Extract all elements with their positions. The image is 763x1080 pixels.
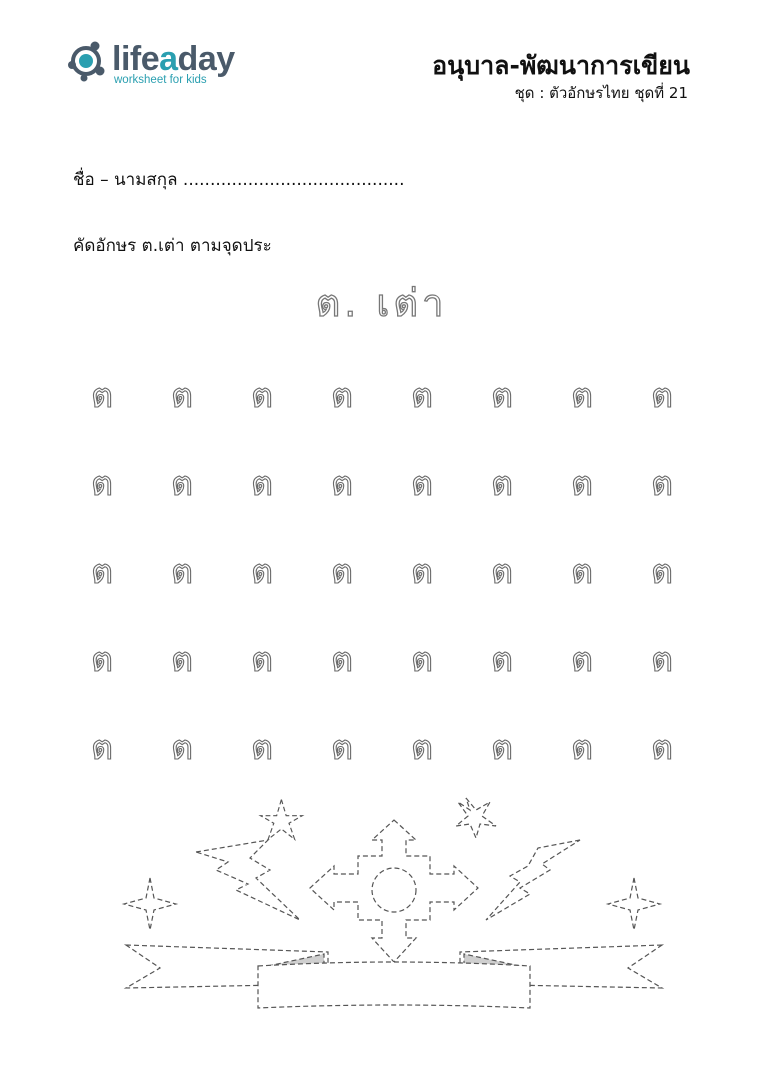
logo-tagline: worksheet for kids — [114, 74, 207, 86]
trace-letter: ต — [90, 376, 114, 416]
logo-molecule-icon — [64, 38, 110, 84]
trace-row — [62, 629, 702, 717]
trace-letter: ต — [650, 552, 674, 592]
trace-letter: ต — [330, 728, 354, 768]
trace-letter: ต — [490, 728, 514, 768]
sparkle-icon — [608, 878, 660, 930]
trace-letter: ต — [170, 464, 194, 504]
trace-row — [62, 541, 702, 629]
trace-letter: ต — [650, 376, 674, 416]
page-title: อนุบาล-พัฒนาการเขียน — [432, 51, 690, 80]
trace-letter: ต — [170, 640, 194, 680]
lightning-icon — [196, 840, 300, 920]
trace-letter: ต — [90, 552, 114, 592]
sparkle-icon — [124, 878, 176, 930]
trace-letter: ต — [650, 640, 674, 680]
trace-row — [62, 365, 702, 453]
trace-letter: ต — [330, 640, 354, 680]
trace-row — [62, 453, 702, 541]
trace-letter: ต — [250, 376, 274, 416]
instruction-text: คัดอักษร ต.เต่า ตามจุดประ — [73, 236, 272, 256]
star-icon — [261, 800, 303, 840]
trace-letter: ต — [410, 640, 434, 680]
trace-letter: ต — [410, 728, 434, 768]
trace-letter: ต — [250, 552, 274, 592]
trace-letter: ต — [170, 552, 194, 592]
ribbon-banner — [126, 945, 662, 1008]
trace-letter: ต — [330, 464, 354, 504]
trace-letter: ต — [250, 640, 274, 680]
trace-letter-grid — [62, 365, 702, 805]
trace-letter: ต — [650, 464, 674, 504]
arrows-cross-icon — [310, 820, 478, 962]
trace-letter: ต — [410, 552, 434, 592]
trace-letter: ต — [170, 376, 194, 416]
trace-letter: ต — [570, 552, 594, 592]
decorative-banner-illustration — [118, 790, 668, 1020]
page-subtitle: ชุด : ตัวอักษรไทย ชุดที่ 21 — [514, 84, 688, 102]
trace-letter: ต — [490, 552, 514, 592]
trace-word: ต. เต่า — [315, 281, 448, 325]
lightning-icon — [486, 840, 580, 920]
trace-letter: ต — [490, 376, 514, 416]
trace-letter: ต — [490, 640, 514, 680]
trace-letter: ต — [170, 728, 194, 768]
trace-letter: ต — [570, 728, 594, 768]
star-icon — [456, 798, 496, 838]
trace-letter: ต — [330, 552, 354, 592]
trace-letter: ต — [90, 640, 114, 680]
trace-letter: ต — [410, 464, 434, 504]
trace-letter: ต — [90, 464, 114, 504]
trace-letter: ต — [90, 728, 114, 768]
trace-letter: ต — [570, 376, 594, 416]
logo-wordmark: lifeaday — [112, 40, 235, 78]
trace-letter: ต — [570, 464, 594, 504]
trace-letter: ต — [490, 464, 514, 504]
trace-letter: ต — [650, 728, 674, 768]
trace-letter: ต — [410, 376, 434, 416]
trace-letter: ต — [250, 464, 274, 504]
trace-letter: ต — [330, 376, 354, 416]
trace-letter: ต — [570, 640, 594, 680]
trace-letter: ต — [250, 728, 274, 768]
name-field-line: ชื่อ – นามสกุล ......................................... — [73, 170, 405, 190]
lifeaday-logo — [64, 38, 264, 94]
